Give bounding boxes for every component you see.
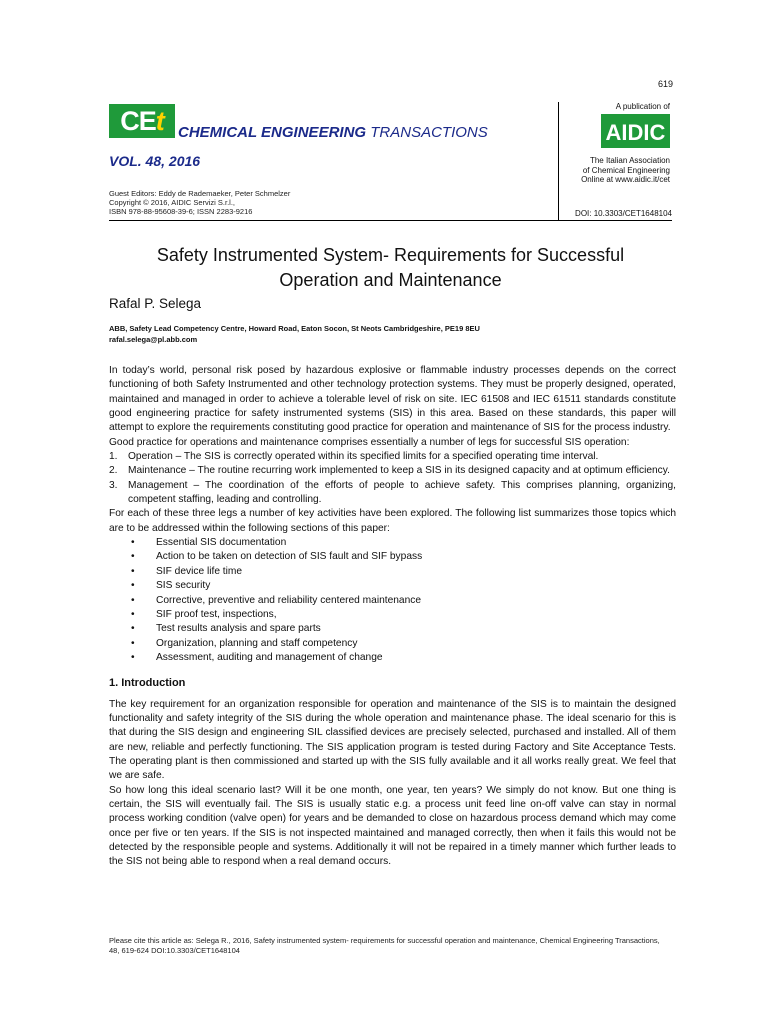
copyright: Copyright © 2016, AIDIC Servizi S.r.l., (109, 198, 235, 207)
journal-name-light: TRANSACTIONS (370, 124, 488, 141)
title-line: Operation and Maintenance (279, 270, 502, 290)
bullet-icon: • (131, 537, 135, 549)
list-text: Essential SIS documentation (156, 537, 287, 549)
article-body (109, 364, 676, 870)
title-line: Safety Instrumented System- Requirements for Successful (156, 245, 625, 265)
cet-logo (109, 104, 175, 138)
list-text: Management – The coordination of the efforts of people to achieve safety. This comprises planning, organizing, competent staffing, leading and controlling. (128, 479, 676, 506)
list-item (109, 651, 676, 665)
list-text: Organization, planning and staff competency (156, 637, 358, 649)
list-item (109, 550, 676, 564)
topics-list (109, 536, 676, 665)
bullet-icon: • (131, 608, 135, 620)
list-item (109, 622, 676, 636)
page-number: 619 (657, 79, 673, 89)
list-text: Corrective, preventive and reliability centered maintenance (156, 594, 422, 606)
bullet-icon: • (131, 594, 135, 606)
guest-editors: Guest Editors: Eddy de Rademaeker, Peter Schmelzer (109, 189, 291, 198)
header-rule (109, 220, 672, 221)
list-item (109, 565, 676, 579)
journal-name (178, 124, 488, 141)
cet-logo-text: CE (120, 106, 156, 136)
legs-list (109, 450, 676, 507)
journal-name-bold: CHEMICAL ENGINEERING (178, 124, 367, 141)
volume-label: VOL. 48, 2016 (109, 153, 201, 169)
bullet-icon: • (131, 565, 135, 577)
association-line: of Chemical Engineering (582, 165, 670, 175)
publication-meta (109, 189, 290, 216)
list-item (109, 637, 676, 651)
publication-of-label: A publication of (615, 102, 670, 111)
bullet-icon: • (131, 637, 135, 649)
list-text: Maintenance – The routine recurring work implemented to keep a SIS in its designed capacity and at optimum efficiency. (128, 465, 670, 477)
list-text: SIF device life time (156, 565, 243, 577)
list-text: Action to be taken on detection of SIS fault and SIF bypass (156, 551, 423, 563)
list-number: 3. (109, 479, 118, 491)
list-item (109, 450, 676, 464)
list-text: SIF proof test, inspections, (156, 608, 277, 620)
association-url: Online at www.aidic.it/cet (581, 175, 670, 184)
list-item (109, 608, 676, 622)
list-text: Operation – The SIS is correctly operated within its specified limits for a specified operating time interval. (128, 451, 599, 463)
citation-text: Selega R., 2016, Safety instrumented system- requirements for successful operation and maintenance, Chemical Engineering Transactions, 48, 619-624 DOI:10.3303/CET1648104 (109, 936, 660, 955)
association-info (560, 156, 670, 185)
citation-note (109, 936, 672, 956)
list-item (109, 579, 676, 593)
intro-paragraph: The key requirement for an organization responsible for operation and maintenance of the SIS is to maintain the designed functionality and safety integrity of the SIS during the whole operation and maintenance phase. The ideal scenario for this is that during the SIS design and engineering SIL classified devices are precisely selected, purchased and installed. All of them are new, reliable and perfectly functioning. The SIS application program is tested during Factory and Site Acceptance Tests. The operating plant is then commissioned and started up with the SIS fully available and it all works really great. We feel that we are safe. (109, 698, 676, 782)
citation-label: Please cite this article as: (109, 936, 194, 945)
list-text: Test results analysis and spare parts (156, 623, 321, 635)
section-heading: 1. Introduction (109, 677, 186, 690)
isbn-issn: ISBN 978-88-95608-39-6; ISSN 2283-9216 (109, 207, 253, 216)
list-item (109, 479, 676, 508)
abstract-paragraph: For each of these three legs a number of key activities have been explored. The following list summarizes those topics which are to be addressed within the following sections of this paper: (109, 508, 676, 534)
list-text: SIS security (156, 580, 211, 592)
doi: DOI: 10.3303/CET1648104 (575, 209, 672, 218)
intro-paragraph: So how long this ideal scenario last? Will it be one month, one year, ten years? We simply do not know. But one thing is certain, the SIS will eventually fail. The SIS is usually static e.g. a process unit feed line on-off valve can stay in normal process working condition (valve open) for years and be demanded to close on hazardous process demand which may come once per five or ten years. If the SIS is not inspected maintained and managed correctly, then when it fails this would not be detected by the responsible people and systems. Additionally it will not be repaired in a timely manner which further leads to the SIS not being able to respond when a real demand occurs. (109, 784, 676, 868)
list-number: 1. (109, 451, 118, 463)
abstract-paragraph: In today’s world, personal risk posed by hazardous explosive or flammable industry processes depends on the correct functioning of both Safety Instrumented and other technology protection systems. They must be properly designed, operated, maintained and managed in order to achieve a tolerable level of risk on site. IEC 61508 and IEC 61511 standards constitute good engineering practice for safety instrumented systems (SIS) in this area. Based on these standards, this paper will attempt to explore the requirements constituting good practice for operation and maintenance of SIS for the process industry. (109, 365, 676, 434)
list-number: 2. (109, 465, 118, 477)
author-name: Rafal P. Selega (109, 296, 202, 311)
bullet-icon: • (131, 551, 135, 563)
list-text: Assessment, auditing and management of change (156, 651, 383, 663)
list-item (109, 464, 676, 478)
bullet-icon: • (131, 651, 135, 663)
abstract-paragraph: Good practice for operations and maintenance comprises essentially a number of legs for successful SIS operation: (109, 436, 630, 448)
bullet-icon: • (131, 580, 135, 592)
affiliation (109, 323, 480, 345)
article-title (109, 243, 672, 293)
affiliation-address: ABB, Safety Lead Competency Centre, Howard Road, Eaton Socon, St Neots Cambridgeshire, PE19 8EU (109, 324, 480, 333)
list-item (109, 594, 676, 608)
association-line: The Italian Association (589, 156, 670, 165)
list-item (109, 536, 676, 550)
aidic-logo: AIDIC (601, 114, 670, 148)
cet-logo-italic: t (155, 106, 164, 136)
bullet-icon: • (131, 623, 135, 635)
author-email: rafal.selega@pl.abb.com (109, 335, 198, 344)
header-divider (558, 102, 559, 220)
